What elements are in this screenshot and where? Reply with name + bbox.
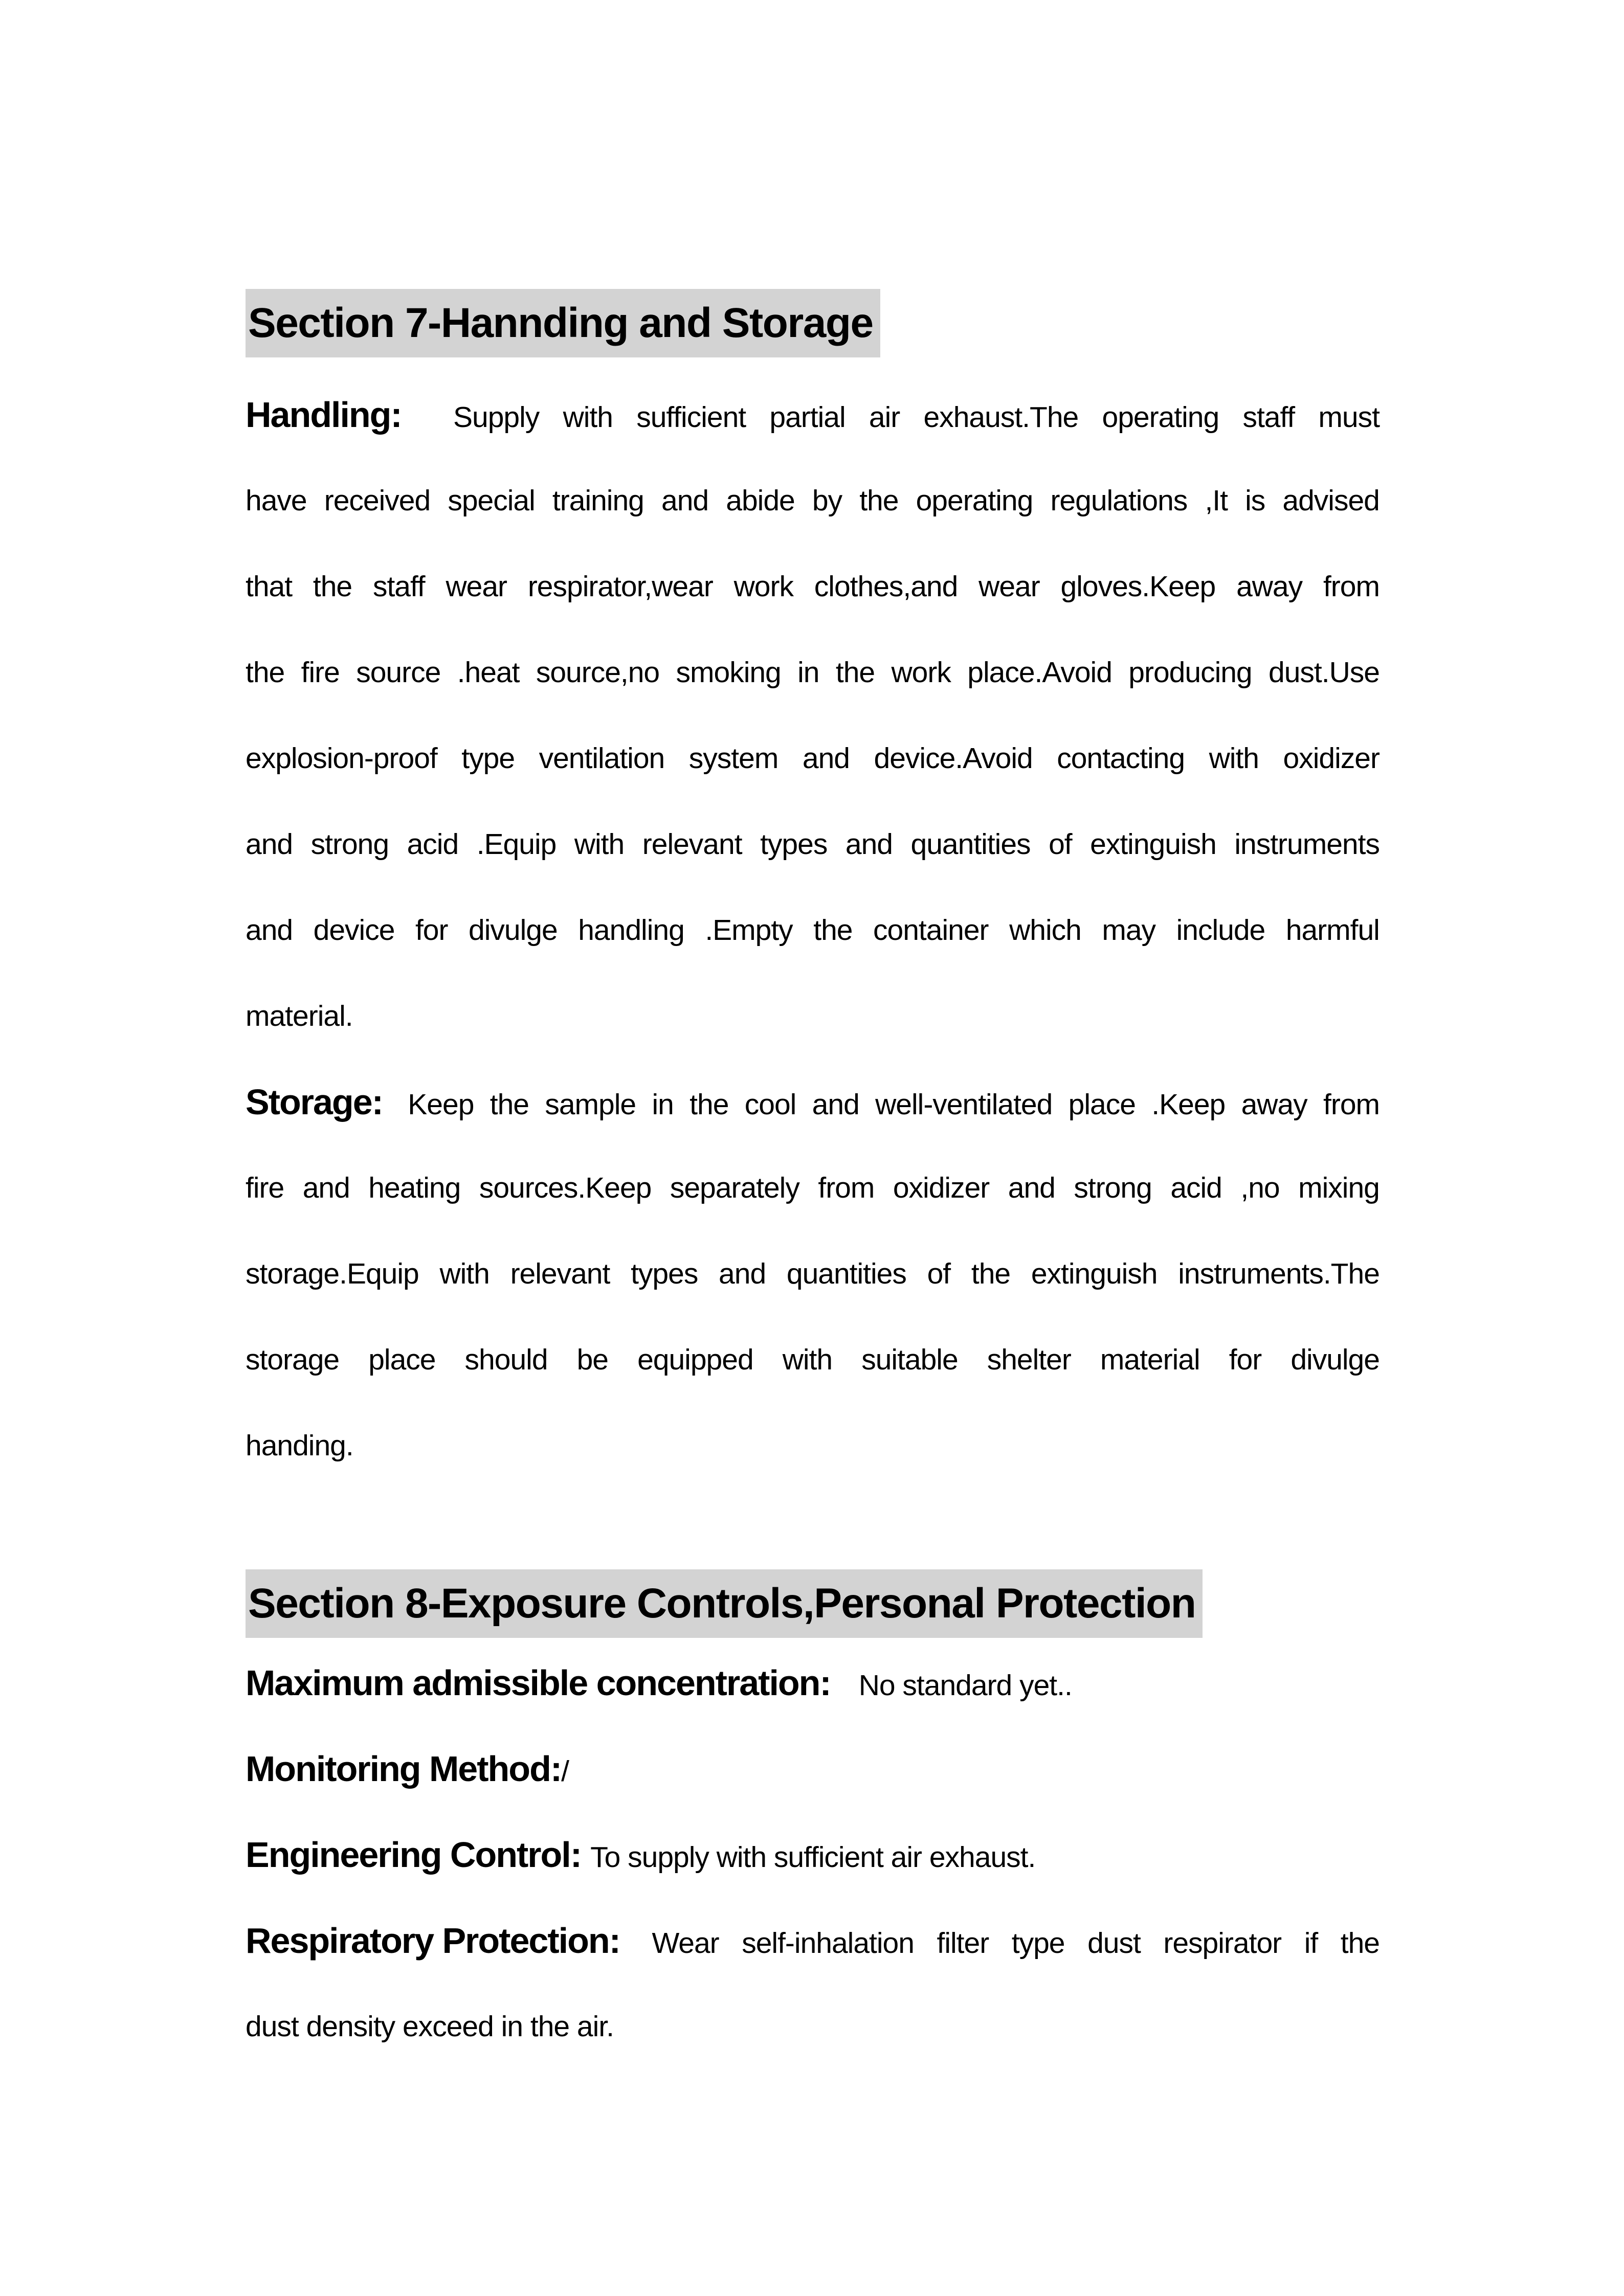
- engineering-control-line-1: [246, 1812, 1380, 1898]
- maximum-admissible-concentration-line-1: [246, 1640, 1380, 1726]
- storage-label: Storage:: [246, 1082, 383, 1122]
- storage-text: handing.: [246, 1429, 353, 1462]
- storage-paragraph: [246, 1059, 1380, 1489]
- word: fire: [301, 656, 340, 689]
- engineering-control-label: Engineering Control:: [246, 1835, 582, 1875]
- word: the: [246, 656, 285, 689]
- word: staff: [1242, 401, 1295, 434]
- word: relevant: [510, 1257, 610, 1290]
- word: and: [246, 828, 293, 861]
- word: and: [719, 1257, 766, 1290]
- word: regulations: [1050, 484, 1188, 517]
- word: heating: [368, 1172, 461, 1204]
- word: strong: [1074, 1172, 1152, 1204]
- word: with: [782, 1343, 833, 1376]
- word: mixing: [1298, 1172, 1380, 1204]
- word: advised: [1282, 484, 1380, 517]
- storage-line-3: [246, 1231, 1380, 1317]
- word: strong: [310, 828, 389, 861]
- word: material: [1100, 1343, 1200, 1376]
- word: the: [313, 570, 352, 603]
- word: equipped: [637, 1343, 753, 1376]
- word: from: [1323, 570, 1380, 603]
- word: place: [368, 1343, 436, 1376]
- word: if: [1304, 1927, 1318, 1960]
- word: storage.Equip: [246, 1257, 419, 1290]
- word: system: [688, 742, 778, 775]
- word: self-inhalation: [742, 1927, 914, 1960]
- word: filter: [937, 1927, 989, 1960]
- monitoring-method-text: /: [561, 1755, 569, 1788]
- word: place.Avoid: [967, 656, 1112, 689]
- word: be: [576, 1343, 608, 1376]
- word: in: [652, 1088, 674, 1121]
- maximum-admissible-concentration-label: Maximum admissible concentration:: [246, 1663, 831, 1703]
- word: .heat: [457, 656, 520, 689]
- word: received: [324, 484, 431, 517]
- monitoring-method-line-1: [246, 1726, 1380, 1812]
- section-7-heading: Section 7-Hannding and Storage: [246, 289, 880, 357]
- word: device: [313, 914, 395, 947]
- word: and: [661, 484, 709, 517]
- word: is: [1245, 484, 1265, 517]
- maximum-admissible-concentration-text: No standard yet..: [858, 1669, 1072, 1702]
- section-8-heading: Section 8-Exposure Controls,Personal Protection: [246, 1569, 1203, 1638]
- word: harmful: [1285, 914, 1380, 947]
- word: with: [563, 401, 613, 434]
- word: may: [1102, 914, 1156, 947]
- word: well-ventilated: [875, 1088, 1053, 1121]
- word: quantities: [910, 828, 1031, 861]
- section-7-paragraphs: [246, 372, 1380, 1489]
- word: sources.Keep: [479, 1172, 652, 1204]
- word: dust.Use: [1269, 656, 1380, 689]
- word: work: [891, 656, 951, 689]
- word: extinguish: [1090, 828, 1216, 861]
- respiratory-protection-label: Respiratory Protection:: [246, 1921, 620, 1961]
- word: the: [835, 656, 875, 689]
- word: instruments: [1234, 828, 1380, 861]
- word: from: [1323, 1088, 1380, 1121]
- respiratory-protection-line-1: [246, 1898, 1380, 1984]
- word: with: [1209, 742, 1259, 775]
- word: producing: [1128, 656, 1252, 689]
- word: device.Avoid: [874, 742, 1033, 775]
- word: ,no: [1240, 1172, 1280, 1204]
- word: container: [873, 914, 989, 947]
- word: divulge: [469, 914, 558, 947]
- maximum-admissible-concentration-paragraph: [246, 1640, 1380, 1726]
- word: gloves.Keep: [1060, 570, 1216, 603]
- word: sample: [545, 1088, 636, 1121]
- handling-line-8: [246, 973, 1380, 1059]
- engineering-control-paragraph: [246, 1812, 1380, 1898]
- word: oxidizer: [893, 1172, 990, 1204]
- respiratory-protection-paragraph: [246, 1898, 1380, 2069]
- word: away: [1241, 1088, 1307, 1121]
- word: of: [927, 1257, 951, 1290]
- word: and: [845, 828, 893, 861]
- word: types: [631, 1257, 698, 1290]
- word: work: [733, 570, 793, 603]
- respiratory-protection-line-2: [246, 1984, 1380, 2069]
- word: fire: [246, 1172, 284, 1204]
- word: air: [869, 401, 900, 434]
- word: the: [1340, 1927, 1380, 1960]
- handling-line-3: [246, 544, 1380, 629]
- word: have: [246, 484, 307, 517]
- word: Keep: [408, 1088, 474, 1121]
- word: .Keep: [1151, 1088, 1226, 1121]
- word: include: [1176, 914, 1265, 947]
- handling-line-6: [246, 801, 1380, 887]
- handling-line-1: [246, 372, 1380, 458]
- handling-line-2: [246, 458, 1380, 544]
- word: abide: [726, 484, 795, 517]
- word: for: [1229, 1343, 1262, 1376]
- word: .Empty: [705, 914, 793, 947]
- word: staff: [372, 570, 425, 603]
- word: Wear: [652, 1927, 719, 1960]
- word: the: [971, 1257, 1011, 1290]
- storage-line-1: [246, 1059, 1380, 1145]
- word: extinguish: [1031, 1257, 1158, 1290]
- handling-line-5: [246, 715, 1380, 801]
- word: source: [356, 656, 441, 689]
- word: acid: [1170, 1172, 1222, 1204]
- storage-line-5: [246, 1403, 1380, 1489]
- word: Supply: [453, 401, 540, 434]
- word: away: [1236, 570, 1303, 603]
- word: special: [448, 484, 535, 517]
- word: cool: [744, 1088, 796, 1121]
- word: wear: [978, 570, 1040, 603]
- word: the: [813, 914, 853, 947]
- word: by: [812, 484, 842, 517]
- word: should: [464, 1343, 548, 1376]
- handling-label: Handling:: [246, 395, 402, 435]
- word: separately: [670, 1172, 799, 1204]
- word: dust: [1087, 1927, 1141, 1960]
- monitoring-method-paragraph: [246, 1726, 1380, 1812]
- word: acid: [407, 828, 459, 861]
- word: ,It: [1205, 484, 1228, 517]
- word: shelter: [987, 1343, 1071, 1376]
- respiratory-protection-text: dust density exceed in the air.: [246, 2010, 614, 2043]
- word: of: [1049, 828, 1072, 861]
- word: place: [1068, 1088, 1136, 1121]
- word: from: [818, 1172, 875, 1204]
- word: must: [1318, 401, 1380, 434]
- word: explosion-proof: [246, 742, 437, 775]
- word: the: [689, 1088, 729, 1121]
- word: partial: [769, 401, 846, 434]
- word: which: [1009, 914, 1081, 947]
- word: that: [246, 570, 293, 603]
- word: exhaust.The: [923, 401, 1079, 434]
- word: with: [439, 1257, 490, 1290]
- word: quantities: [786, 1257, 906, 1290]
- engineering-control-text: To supply with sufficient air exhaust.: [590, 1841, 1036, 1874]
- word: .Equip: [476, 828, 557, 861]
- word: and: [1008, 1172, 1055, 1204]
- handling-paragraph: [246, 372, 1380, 1059]
- word: and: [302, 1172, 350, 1204]
- monitoring-method-label: Monitoring Method:: [246, 1749, 562, 1789]
- word: instruments.The: [1178, 1257, 1380, 1290]
- word: and: [802, 742, 850, 775]
- word: with: [574, 828, 625, 861]
- document-body: [246, 0, 1380, 2069]
- word: type: [1011, 1927, 1065, 1960]
- word: and: [246, 914, 293, 947]
- word: training: [552, 484, 644, 517]
- word: ventilation: [539, 742, 665, 775]
- word: types: [760, 828, 828, 861]
- word: handling: [578, 914, 684, 947]
- word: respirator,wear: [527, 570, 713, 603]
- handling-line-4: [246, 629, 1380, 715]
- word: the: [490, 1088, 529, 1121]
- word: storage: [246, 1343, 340, 1376]
- word: divulge: [1291, 1343, 1380, 1376]
- word: in: [797, 656, 819, 689]
- word: wear: [446, 570, 507, 603]
- word: respirator: [1163, 1927, 1282, 1960]
- word: the: [859, 484, 899, 517]
- word: oxidizer: [1283, 742, 1380, 775]
- word: contacting: [1057, 742, 1185, 775]
- word: relevant: [642, 828, 742, 861]
- word: source,no: [536, 656, 660, 689]
- word: suitable: [861, 1343, 958, 1376]
- word: operating: [916, 484, 1033, 517]
- word: for: [415, 914, 448, 947]
- storage-line-2: [246, 1145, 1380, 1231]
- word: type: [461, 742, 515, 775]
- handling-line-7: [246, 887, 1380, 973]
- word: clothes,and: [814, 570, 958, 603]
- handling-text: material.: [246, 1000, 353, 1032]
- storage-line-4: [246, 1317, 1380, 1403]
- word: operating: [1102, 401, 1219, 434]
- section-8-paragraphs: [246, 1640, 1380, 2069]
- word: smoking: [676, 656, 781, 689]
- word: sufficient: [636, 401, 746, 434]
- word: and: [812, 1088, 859, 1121]
